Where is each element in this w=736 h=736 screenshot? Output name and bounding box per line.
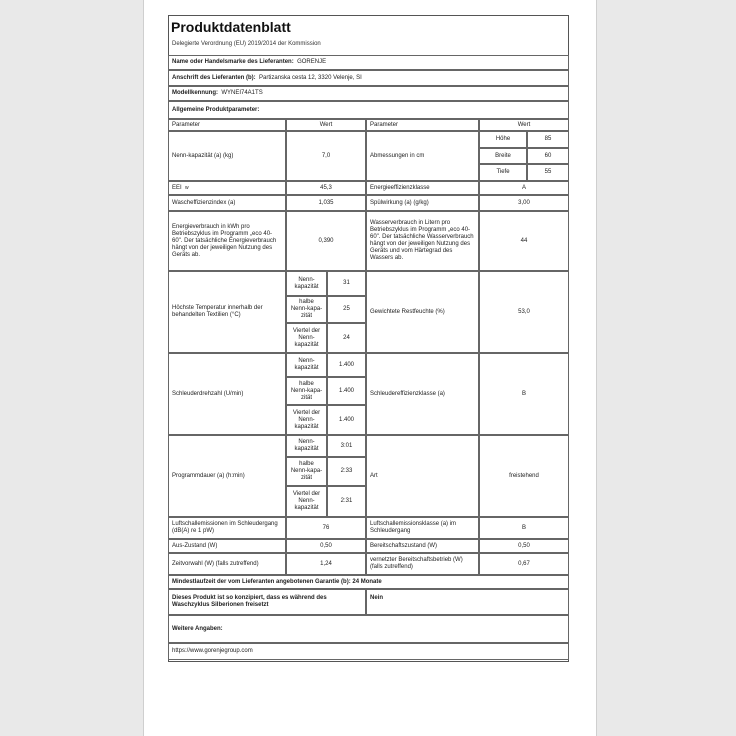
temp-load-half: halbe Nenn-kapa- zität [286, 296, 327, 323]
model-label: Modellkennung: [172, 90, 218, 96]
spin-speed-label: Schleuderdrehzahl (U/min) [168, 353, 286, 435]
water-consumption-value: 44 [479, 211, 569, 271]
width-value: 60 [527, 148, 569, 164]
col-header-param-left: Parameter [168, 119, 286, 131]
noise-label: Luftschallemissionen im Schleudergang (dB(A) re 1 pW) [168, 517, 286, 539]
spin-value-rated: 1.400 [327, 353, 366, 377]
standby-label: Bereitschaftszustand (W) [366, 539, 479, 553]
temp-value-rated: 31 [327, 271, 366, 296]
type-label: Art [366, 435, 479, 517]
moisture-label: Gewichtete Restfeuchte (%) [366, 271, 479, 353]
height-label: Höhe [479, 131, 527, 148]
capacity-value: 7,0 [286, 131, 366, 181]
further-info-link[interactable]: https://www.gorenjegroup.com [168, 643, 569, 660]
energy-consumption-label: Energieverbrauch in kWh pro Betriebszyklus im Programm „eco 40-60". Der tatsächliche Energieverbrauch hängt von der jeweiligen Nutzung des Geräts ab. [168, 211, 286, 271]
model-row [168, 86, 569, 101]
type-value: freistehend [479, 435, 569, 517]
standby-value: 0,50 [479, 539, 569, 553]
water-consumption-label: Wasserverbrauch in Litern pro Betriebszyklus im Programm „eco 40-60". Der tatsächliche Wasserverbrauch hängt von der jeweiligen Nutzung des Geräts und vom Härtegrad des Wassers ab. [366, 211, 479, 271]
noise-value: 76 [286, 517, 366, 539]
address-value: Partizanska cesta 12, 3320 Velenje, SI [259, 74, 362, 81]
spin-class-value: B [479, 353, 569, 435]
address-row [168, 70, 569, 86]
networked-standby-label: vernetzter Bereitschaftsbetrieb (W) (falls zutreffend) [366, 553, 479, 575]
spin-load-rated: Nenn- kapazität [286, 353, 327, 377]
duration-load-rated: Nenn- kapazität [286, 435, 327, 457]
duration-value-rated: 3:01 [327, 435, 366, 457]
width-label: Breite [479, 148, 527, 164]
spin-load-quarter: Viertel der Nenn- kapazität [286, 405, 327, 435]
temp-load-rated: Nenn- kapazität [286, 271, 327, 296]
col-header-value-right: Wert [479, 119, 569, 131]
duration-value-half: 2:33 [327, 457, 366, 486]
off-mode-value: 0,50 [286, 539, 366, 553]
wash-index-label: Wascheffizienzindex (a) [168, 195, 286, 211]
page-title: Produktdatenblatt [171, 19, 291, 35]
col-header-value-left: Wert [286, 119, 366, 131]
temp-load-quarter: Viertel der Nenn- kapazität [286, 323, 327, 353]
moisture-value: 53,0 [479, 271, 569, 353]
eei-label-text: EEI [172, 184, 182, 191]
supplier-value: GORENJE [297, 59, 327, 65]
height-value: 85 [527, 131, 569, 148]
spin-load-half: halbe Nenn-kapa- zität [286, 377, 327, 405]
delay-start-value: 1,24 [286, 553, 366, 575]
noise-class-value: B [479, 517, 569, 539]
supplier-row [168, 55, 569, 70]
duration-value-quarter: 2:31 [327, 486, 366, 517]
silver-ions-label: Dieses Produkt ist so konzipiert, dass es während des Waschzyklus Silberionen freisetzt [168, 589, 366, 615]
depth-label: Tiefe [479, 164, 527, 181]
capacity-label: Nenn-kapazität (a) (kg) [168, 131, 286, 181]
rinse-label: Spülwirkung (a) (g/kg) [366, 195, 479, 211]
networked-standby-value: 0,67 [479, 553, 569, 575]
general-params-header: Allgemeine Produktparameter: [168, 101, 569, 119]
energy-class-value: A [479, 181, 569, 195]
eei-label-sub: w [185, 184, 189, 191]
spin-value-half: 1.400 [327, 377, 366, 405]
spin-value-quarter: 1.400 [327, 405, 366, 435]
supplier-label: Name oder Handelsmarke des Lieferanten: [172, 59, 294, 65]
eei-label [168, 181, 286, 195]
duration-load-quarter: Viertel der Nenn- kapazität [286, 486, 327, 517]
off-mode-label: Aus-Zustand (W) [168, 539, 286, 553]
silver-ions-value: Nein [366, 589, 569, 615]
further-info-label: Weitere Angaben: [168, 615, 569, 643]
temp-value-half: 25 [327, 296, 366, 323]
dimensions-label: Abmessungen in cm [366, 131, 479, 181]
depth-value: 55 [527, 164, 569, 181]
delay-start-label: Zeitvorwahl (W) (falls zutreffend) [168, 553, 286, 575]
col-header-param-right: Parameter [366, 119, 479, 131]
temp-value-quarter: 24 [327, 323, 366, 353]
energy-class-label: Energieeffizienzklasse [366, 181, 479, 195]
temperature-label: Höchste Temperatur innerhalb der behandelten Textilien (°C) [168, 271, 286, 353]
warranty-row: Mindestlaufzeit der vom Lieferanten angebotenen Garantie (b): 24 Monate [168, 575, 569, 589]
model-value: WYNEI74A1TS [221, 90, 263, 96]
duration-label: Programmdauer (a) (h:min) [168, 435, 286, 517]
page-subtitle: Delegierte Verordnung (EU) 2019/2014 der Kommission [172, 41, 321, 47]
energy-consumption-value: 0,390 [286, 211, 366, 271]
wash-index-value: 1,035 [286, 195, 366, 211]
rinse-value: 3,00 [479, 195, 569, 211]
noise-class-label: Luftschallemissionsklasse (a) im Schleudergang [366, 517, 479, 539]
spin-class-label: Schleudereffizienzklasse (a) [366, 353, 479, 435]
eei-value: 45,3 [286, 181, 366, 195]
address-label: Anschrift des Lieferanten (b): [172, 74, 256, 81]
duration-load-half: halbe Nenn-kapa- zität [286, 457, 327, 486]
